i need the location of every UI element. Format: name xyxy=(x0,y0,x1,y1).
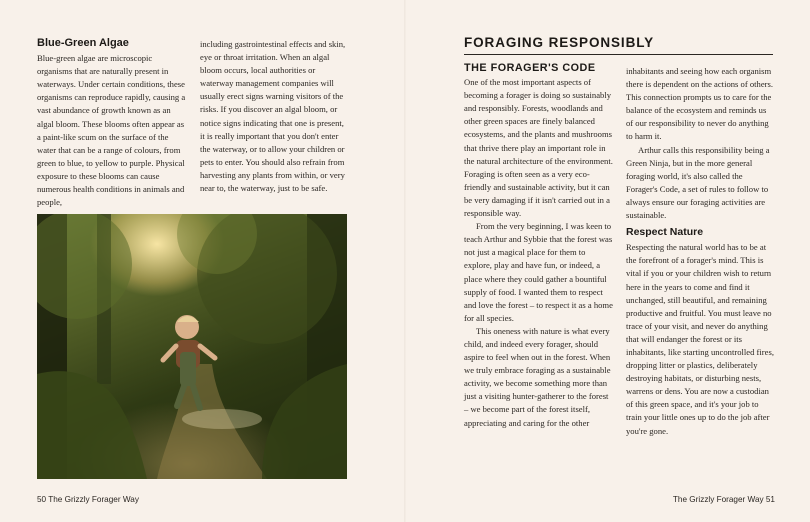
right-page-footer: The Grizzly Forager Way 51 xyxy=(672,495,775,504)
code-paragraph-4: inhabitants and seeing how each organism there is dependent on the actions of others. This connection prompts us to care for the balance of the ecosystem and reminds us of our responsibility to never do anything to harm it. xyxy=(626,66,774,142)
respect-nature-paragraph: Respecting the natural world has to be at the forefront of a forager's mind. This is vital if you or your children wish to return here in the years to come and find it unchanged, still beautiful, and remaining productive and fruitful. You must leave no trace of your visit, and never do anything that will endanger the forest or its inhabitants, like starting uncontrolled fires, dropping litter or plastics, deliberately destroying habitats, or disturbing nests, warrens or dens. You are now a custodian of this green space, and it's your job to train your little ones up to do the job after you're gone. xyxy=(626,242,774,436)
code-paragraph-2: From the very beginning, I was keen to teach Arthur and Sybbie that the forest was not just a magical place for them to explore, play and have fun, or indeed, a place where they could gather a bountiful supply of food. I wanted them to respect and love the forest – to respect it as a home for all species. xyxy=(464,221,613,323)
left-page-footer: 50 The Grizzly Forager Way xyxy=(37,495,139,504)
code-paragraph-3: This oneness with nature is what every child, and indeed every forager, should aspire to feel when out in the forest. When we truly embrace foraging as a sustainable activity, we become something more than just a visiting hunter-gatherer to the forest – we become part of the forest itself, appreciating and caring for the other xyxy=(464,325,611,428)
foragers-code-heading: THE FORAGER'S CODE xyxy=(464,62,596,74)
right-column-1 xyxy=(464,62,614,430)
algae-heading: Blue-Green Algae xyxy=(37,37,129,49)
algae-text-part2: including gastrointestinal effects and skin, eye or throat irritation. When an algal bloom occurs, local authorities or waterway management companies will usually erect signs warning visitors of the risks. If you discover an algal bloom, or notice signs indicating that one is present, it is really important that you don't enter the waterway, or to allow your children or pets to enter. You should also refrain from harvesting any plants from within, or very near to, the waterway, just to be safe. xyxy=(200,39,346,194)
section-title: FORAGING RESPONSIBLY xyxy=(464,35,655,50)
respect-nature-heading: Respect Nature xyxy=(626,226,704,239)
page-gutter xyxy=(404,0,406,522)
algae-text-part1: Blue-green algae are microscopic organisms that are naturally present in waterways. Under certain conditions, these organisms can reproduce rapidly, causing a vast abundance of growth known as an algal bloom. These blooms often appear as a paint-like scum on the surface of the water that can be a range of colours, from green to blue, to yellow to purple. Physical exposure to these blooms can cause numerous health conditions in animals and people, xyxy=(37,53,186,208)
left-column-1 xyxy=(37,37,187,209)
left-column-2 xyxy=(200,38,350,195)
child-in-forest-photo xyxy=(37,214,347,479)
code-paragraph-1: One of the most important aspects of becoming a forager is doing so sustainably and responsibly. Forests, woodlands and other green spaces are finely balanced ecosystems, and the plants and mushrooms that thrive there play an important role in the natural architecture of the environment. Foraging is often seen as a very eco-friendly and sustainable activity, but it can be very damaging if it isn't carried out in a responsible way. xyxy=(464,77,613,219)
code-paragraph-5: Arthur calls this responsibility being a Green Ninja, but in the more general foraging world, it's also called the Forager's Code, a set of rules to follow to always ensure our foraging activities are sustainable. xyxy=(626,144,770,221)
title-rule xyxy=(464,54,773,55)
photo-illustration xyxy=(37,214,347,479)
right-column-2 xyxy=(626,65,774,438)
